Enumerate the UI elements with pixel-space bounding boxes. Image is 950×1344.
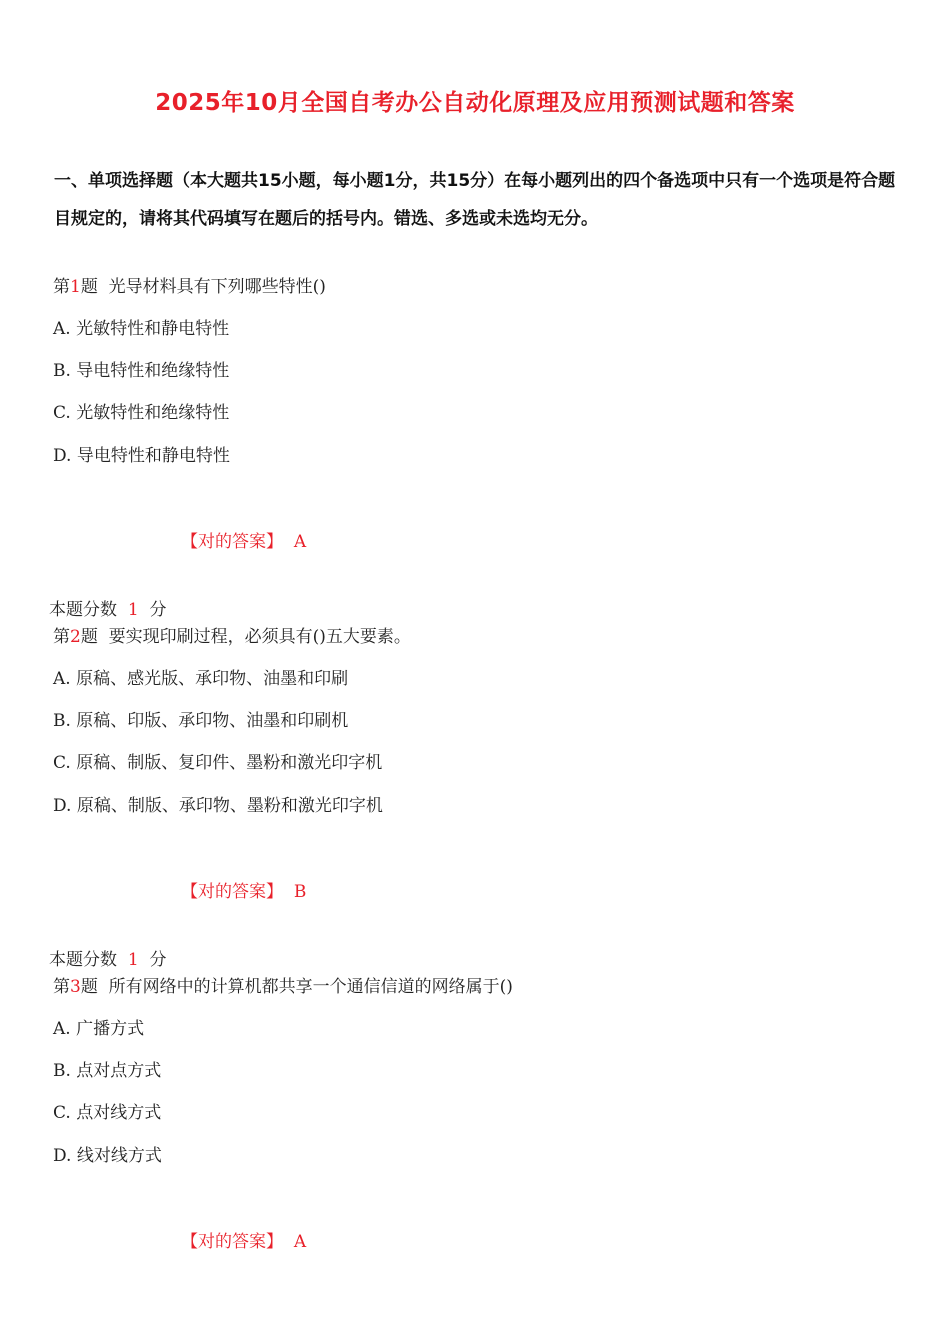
- question-stem: [53, 972, 513, 997]
- score-label: 本题分数: [49, 950, 117, 970]
- option-d: D. 导电特性和静电特性: [53, 446, 230, 466]
- option-b: B. 点对点方式: [53, 1061, 162, 1081]
- question-suffix: 题: [80, 277, 98, 297]
- question-prefix: 第: [53, 977, 70, 997]
- score-value: 1: [127, 600, 139, 620]
- question-prefix: 第: [53, 277, 70, 297]
- option-b: B. 原稿、印版、承印物、油墨和印刷机: [53, 711, 349, 731]
- question-suffix: 题: [80, 977, 98, 997]
- option-c: C. 点对线方式: [53, 1103, 162, 1123]
- document-title: 2025年10月全国自考办公自动化原理及应用预测试题和答案: [155, 90, 795, 116]
- score-unit: 分: [149, 950, 167, 970]
- answer-label: 【对的答案】: [181, 882, 283, 902]
- answer-line: [181, 1227, 306, 1252]
- option-b: B. 导电特性和绝缘特性: [53, 361, 230, 381]
- answer-line: [181, 877, 306, 902]
- answer-label: 【对的答案】: [181, 532, 283, 552]
- option-d: D. 线对线方式: [53, 1146, 162, 1166]
- score-line: [49, 945, 166, 970]
- score-label: 本题分数: [49, 600, 117, 620]
- question-number: 3: [70, 977, 81, 997]
- score-value: 1: [127, 950, 139, 970]
- answer-value: A: [293, 1232, 307, 1252]
- option-a: A. 光敏特性和静电特性: [53, 319, 230, 339]
- option-c: C. 原稿、制版、复印件、墨粉和激光印字机: [53, 753, 383, 773]
- option-a: A. 原稿、感光版、承印物、油墨和印刷: [53, 669, 349, 689]
- score-unit: 分: [149, 600, 167, 620]
- option-a: A. 广播方式: [53, 1019, 145, 1039]
- answer-value: A: [293, 532, 307, 552]
- answer-line: [181, 527, 306, 552]
- question-prefix: 第: [53, 627, 70, 647]
- score-line: [49, 595, 166, 620]
- question-number: 2: [70, 627, 81, 647]
- answer-value: B: [293, 882, 307, 902]
- question-text: 要实现印刷过程，必须具有()五大要素。: [108, 627, 411, 647]
- question-stem: [53, 272, 326, 297]
- question-number: 1: [70, 277, 81, 297]
- question-text: 光导材料具有下列哪些特性(): [108, 277, 326, 297]
- section-instructions: 一、单项选择题（本大题共15小题，每小题1分，共15分）在每小题列出的四个备选项中只有一个选项是符合题目规定的，请将其代码填写在题后的括号内。错选、多选或未选均无分。: [54, 171, 896, 229]
- option-d: D. 原稿、制版、承印物、墨粉和激光印字机: [53, 796, 383, 816]
- question-stem: [53, 622, 411, 647]
- option-c: C. 光敏特性和绝缘特性: [53, 403, 230, 423]
- answer-label: 【对的答案】: [181, 1232, 283, 1252]
- question-suffix: 题: [80, 627, 98, 647]
- question-text: 所有网络中的计算机都共享一个通信信道的网络属于(): [108, 977, 513, 997]
